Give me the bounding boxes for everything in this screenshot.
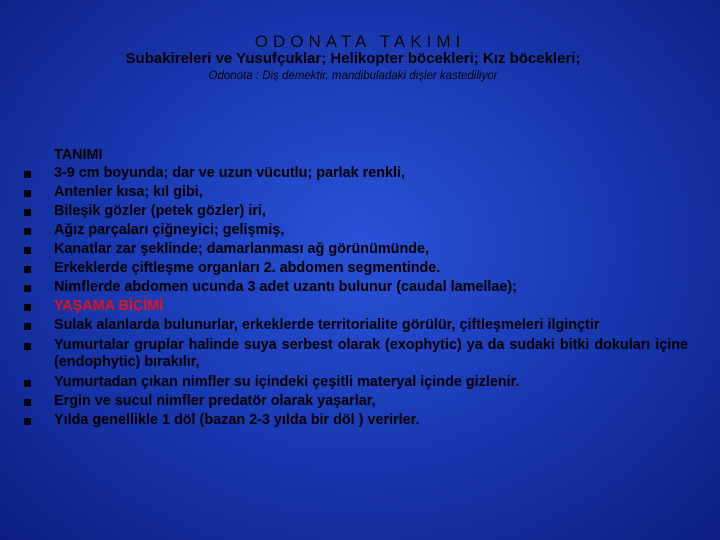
list-item-text: Yılda genellikle 1 döl (bazan 2-3 yılda bir döl ) verirler.	[54, 411, 420, 428]
list-item	[24, 222, 688, 240]
list-item	[24, 412, 688, 430]
list-item-text: Ağız parçaları çiğneyici; gelişmiş,	[54, 221, 285, 238]
square-bullet-icon	[24, 209, 31, 216]
list-item-text: YAŞAMA BİÇİMİ	[54, 298, 164, 315]
list-item-text: Kanatlar zar şeklinde; damarlanması ağ görünümünde,	[54, 240, 430, 257]
list-item	[24, 337, 688, 372]
square-bullet-icon	[24, 247, 31, 254]
square-bullet-icon	[24, 266, 31, 273]
square-bullet-icon	[24, 323, 31, 330]
list-item	[24, 165, 688, 183]
square-bullet-icon	[24, 399, 31, 406]
list-item	[24, 184, 688, 202]
square-bullet-icon	[24, 228, 31, 235]
list-item-text: 3-9 cm boyunda; dar ve uzun vücutlu; parlak renkli,	[54, 164, 406, 181]
list-item	[24, 203, 688, 221]
etymology-note: Odonota : Diş demektir, mandibuladaki dişler kastediliyor	[208, 70, 498, 82]
list-item-text: Ergin ve sucul nimfler predatör olarak yaşarlar,	[54, 392, 376, 409]
square-bullet-icon	[24, 380, 31, 387]
square-bullet-icon	[24, 418, 31, 425]
list-item-text: Yumurtalar gruplar halinde suya serbest olarak (exophytic) ya da sudaki bitki dokuları içine (endophytic) bırakılır,	[54, 336, 688, 371]
list-item-text: Sulak alanlarda bulunurlar, erkeklerde territorialite görülür, çiftleşmeleri ilginçtir	[54, 317, 600, 334]
list-item-text: Nimflerde abdomen ucunda 3 adet uzantı bulunur (caudal lamellae);	[54, 279, 517, 296]
content-body	[24, 147, 688, 431]
list-item	[24, 393, 688, 411]
list-item-text: Antenler kısa; kıl gibi,	[54, 183, 203, 200]
square-bullet-icon	[24, 285, 31, 292]
section-subheading	[24, 298, 688, 316]
list-item-text: Bileşik gözler (petek gözler) iri,	[54, 202, 266, 219]
page-subtitle: Subakireleri ve Yusufçuklar; Helikopter böcekleri; Kız böcekleri;	[125, 50, 581, 67]
square-bullet-icon	[24, 304, 31, 311]
bullet-list	[24, 165, 688, 430]
square-bullet-icon	[24, 190, 31, 197]
list-item	[24, 374, 688, 392]
list-item	[24, 279, 688, 297]
list-item-text: Yumurtadan çıkan nimfler su içindeki çeşitli materyal içinde gizlenir.	[54, 373, 520, 390]
list-item	[24, 260, 688, 278]
list-item	[24, 241, 688, 259]
page-title: ODONATA TAKIMI	[254, 32, 466, 51]
list-item-text: Erkeklerde çiftleşme organları 2. abdomen segmentinde.	[54, 259, 441, 276]
square-bullet-icon	[24, 343, 31, 350]
section-heading: TANIMI	[54, 147, 103, 163]
square-bullet-icon	[24, 171, 31, 178]
list-item	[24, 317, 688, 335]
